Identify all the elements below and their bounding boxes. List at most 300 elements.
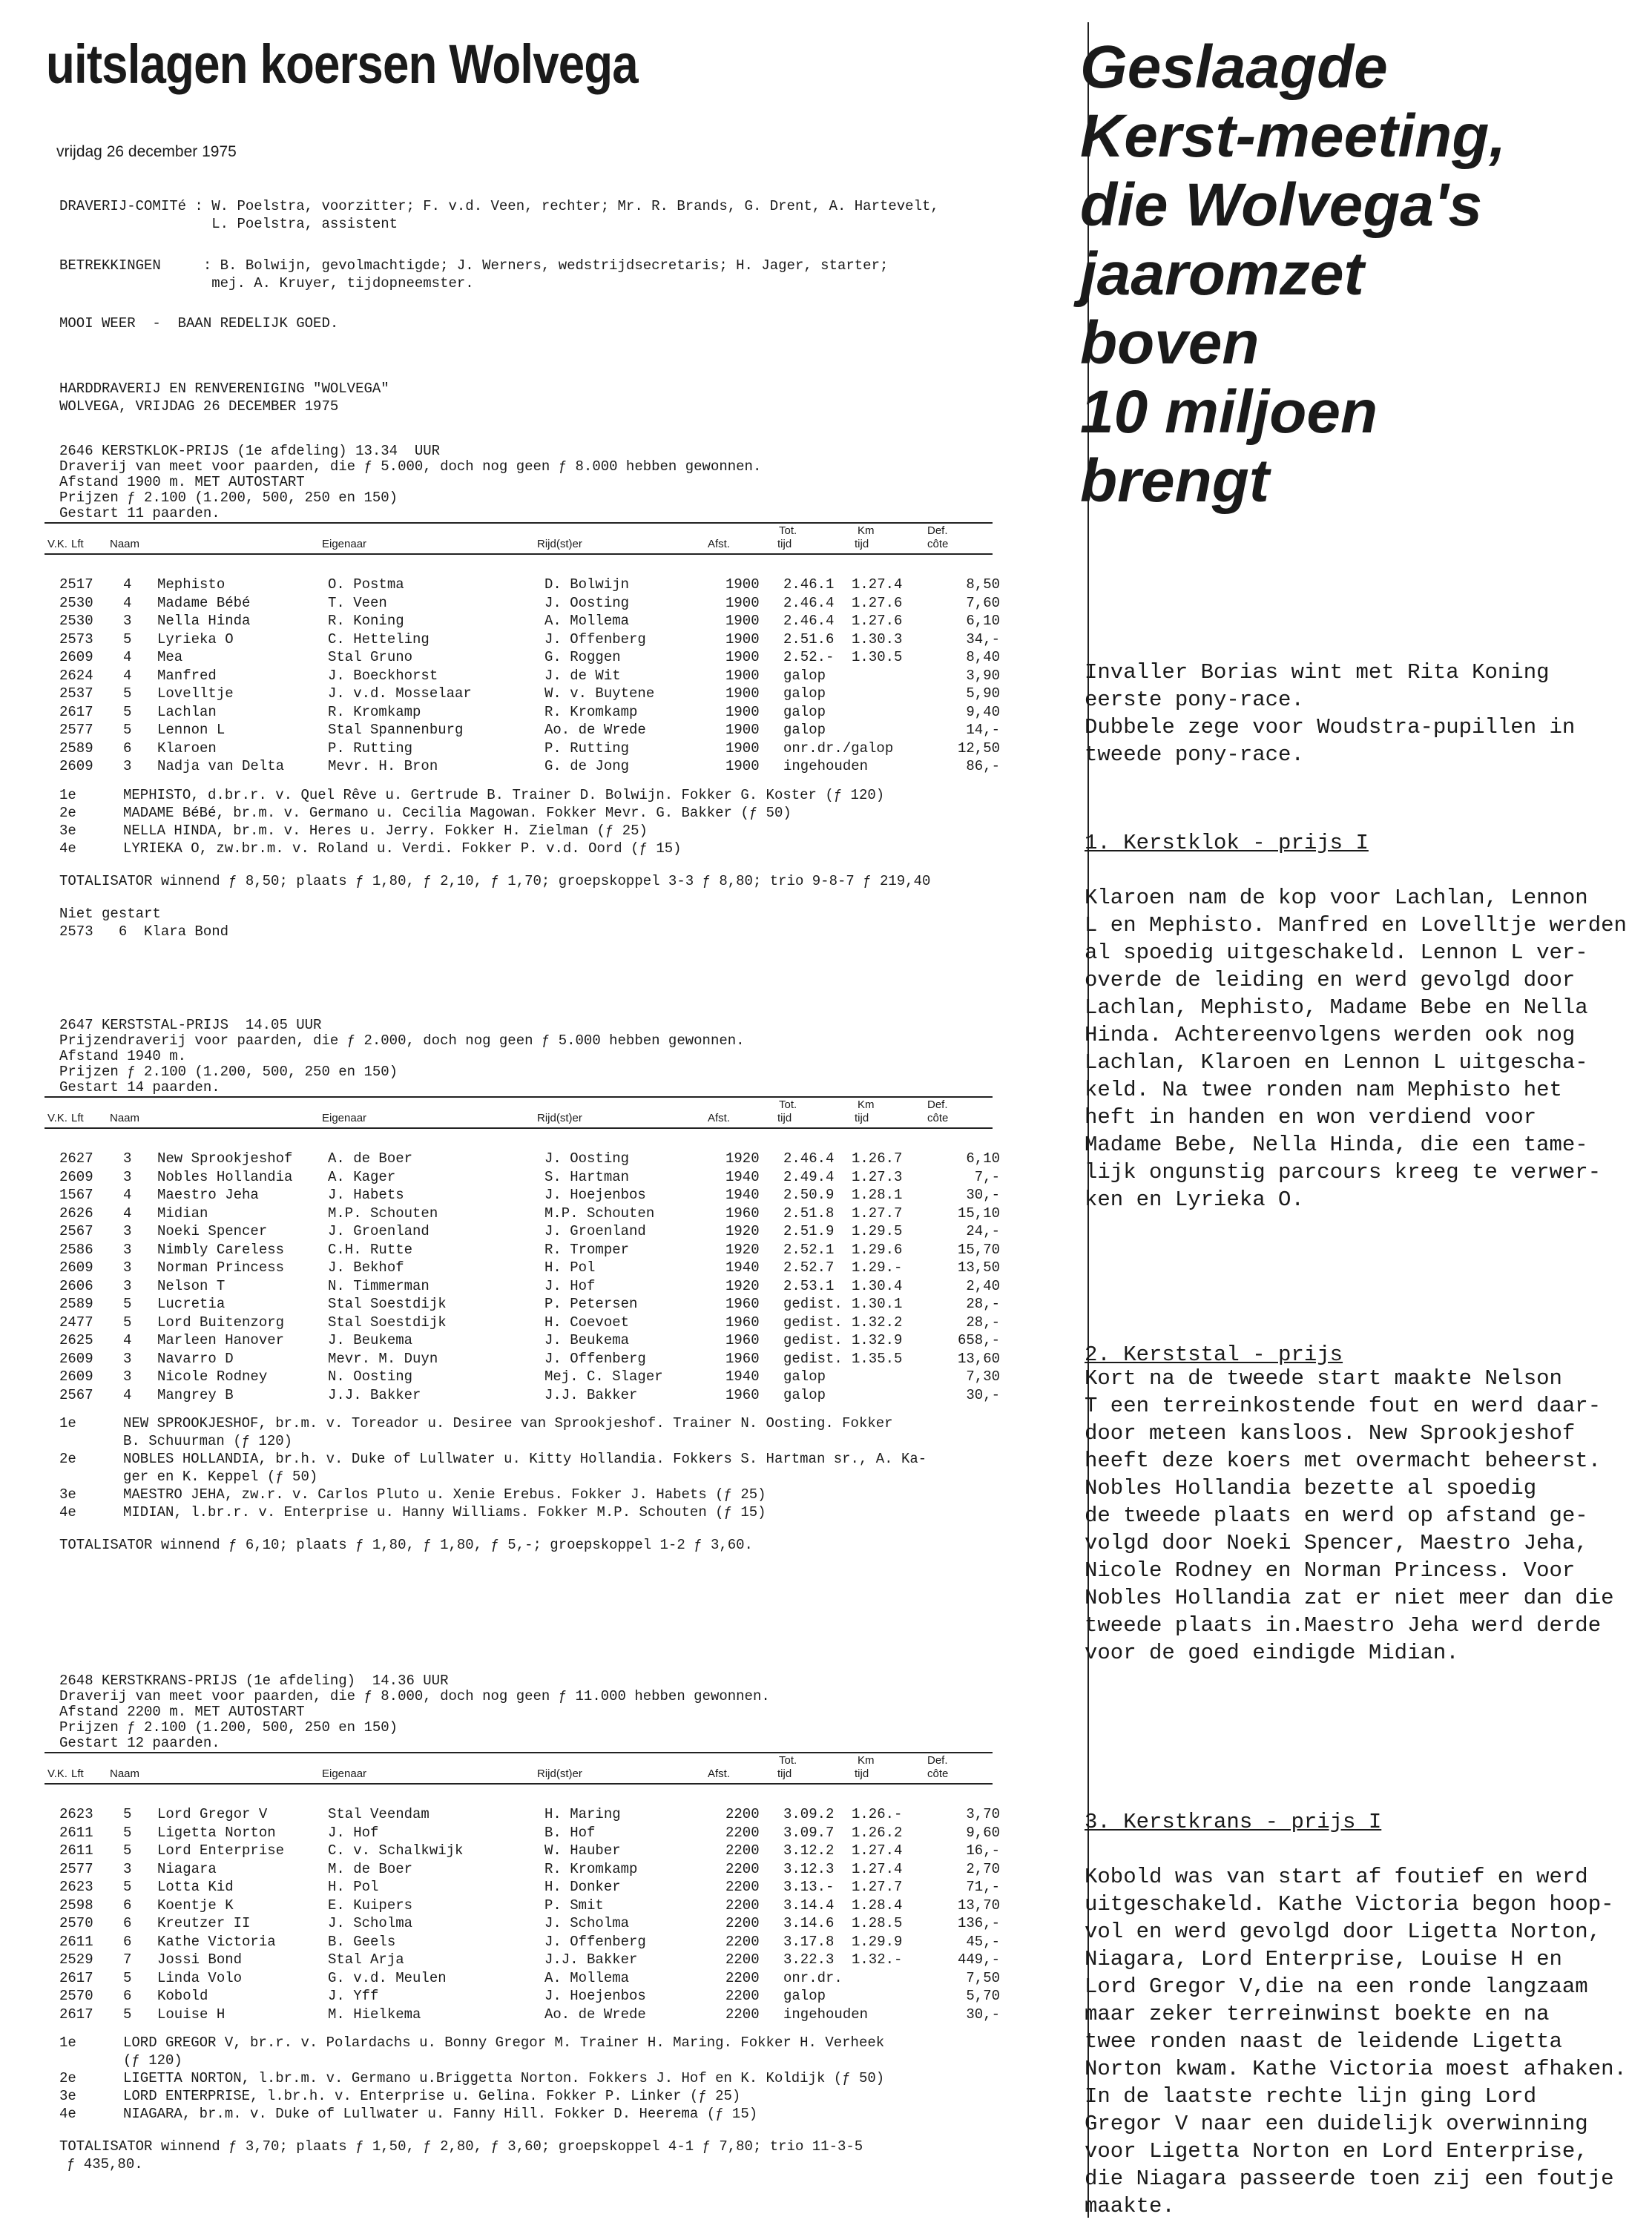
table-cell: 1960: [725, 1296, 760, 1312]
table-cell: J.J. Bakker: [544, 1386, 638, 1403]
placing-rank: 3e: [59, 1486, 76, 1503]
column-header: Afst.: [708, 1767, 731, 1780]
table-row: [46, 1186, 1010, 1204]
weather-line: MOOI WEER - BAAN REDELIJK GOED.: [59, 315, 339, 332]
table-row: [46, 1878, 1010, 1896]
section-line: voor Ligetta Norton en Lord Enterprise,: [1085, 2139, 1588, 2164]
column-header: Def.: [927, 1754, 948, 1767]
table-cell: P. Rutting: [544, 739, 630, 757]
column-header: Lft: [71, 1112, 84, 1124]
table-row: [46, 1277, 1010, 1295]
placing-rank: 4e: [59, 2106, 76, 2122]
table-cell: 1960: [725, 1314, 760, 1331]
table-cell: A. de Boer: [328, 1150, 413, 1167]
table-cell: 1.32.-: [852, 1951, 903, 1968]
table-cell: galop: [783, 685, 826, 702]
table-row: [46, 1933, 1010, 1951]
table-cell: 1900: [725, 722, 760, 738]
table-cell: 136,-: [957, 1915, 1000, 1931]
race-intro-line: 2646 KERSTKLOK-PRIJS (1e afdeling) 13.34 UUR: [59, 443, 441, 459]
table-cell: 3.13.-: [783, 1879, 835, 1895]
table-cell: 34,-: [966, 630, 1000, 648]
table-cell: 71,-: [966, 1879, 1000, 1895]
table-cell: 6: [123, 1897, 132, 1914]
totalisator-line: TOTALISATOR winnend ƒ 6,10; plaats ƒ 1,80, ƒ 1,80, ƒ 5,-; groepskoppel 1-2 ƒ 3,60.: [59, 1537, 753, 1553]
totalisator-line: TOTALISATOR winnend ƒ 3,70; plaats ƒ 1,50, ƒ 2,80, ƒ 3,60; groepskoppel 4-1 ƒ 7,80; trio 11-3-5: [59, 2138, 863, 2155]
table-cell: J. Beukema: [328, 1332, 413, 1348]
race-intro-line: 2647 KERSTSTAL-PRIJS 14.05 UUR: [59, 1017, 322, 1033]
table-cell: 2.50.9: [783, 1187, 835, 1203]
headline-line: 10 miljoen: [1080, 378, 1378, 446]
table-cell: D. Bolwijn: [544, 576, 630, 593]
table-rule-bottom: [45, 1783, 993, 1785]
table-cell: J. Hoejenbos: [544, 1187, 646, 1203]
table-cell: 2.52.-: [783, 649, 835, 665]
table-cell: galop: [783, 667, 826, 684]
table-cell: 8,50: [966, 576, 1000, 593]
table-cell: G. v.d. Meulen: [328, 1969, 447, 1986]
race-intro-line: Afstand 2200 m. MET AUTOSTART: [59, 1704, 305, 1720]
table-row: [46, 1914, 1010, 1932]
table-cell: 2200: [725, 1969, 760, 1986]
table-cell: 1.32.9: [852, 1332, 903, 1348]
placing-text: LYRIEKA O, zw.br.m. v. Roland u. Verdi. Fokker P. v.d. Oord (ƒ 15): [123, 840, 682, 857]
column-header: V.K.: [47, 1767, 68, 1780]
table-cell: 2589: [59, 739, 93, 757]
table-cell: 86,-: [966, 758, 1000, 774]
table-cell: 1940: [725, 1259, 760, 1276]
column-header: côte: [927, 1112, 949, 1124]
table-cell: 2529: [59, 1951, 93, 1968]
table-cell: 2609: [59, 649, 93, 665]
table-cell: Lovelltje: [157, 685, 234, 702]
column-header: Eigenaar: [322, 1767, 367, 1780]
table-row: [46, 1368, 1010, 1385]
table-cell: 1.32.2: [852, 1314, 903, 1331]
table-cell: 4: [123, 1205, 132, 1222]
section-line: ken en Lyrieka O.: [1085, 1187, 1304, 1212]
table-cell: H. Donker: [544, 1879, 621, 1895]
table-cell: 2606: [59, 1277, 93, 1294]
table-cell: Mea: [157, 649, 183, 665]
section-line: maakte.: [1085, 2194, 1175, 2218]
table-cell: R. Kromkamp: [544, 1860, 638, 1877]
table-cell: 9,40: [966, 703, 1000, 720]
section-line: Gregor V naar een duidelijk overwinning: [1085, 2112, 1588, 2136]
table-cell: 2567: [59, 1386, 93, 1403]
table-cell: Lord Buitenzorg: [157, 1314, 285, 1331]
table-cell: 1960: [725, 1205, 760, 1222]
table-cell: Niagara: [157, 1860, 217, 1877]
table-row: [46, 757, 1010, 775]
table-row: [46, 1824, 1010, 1842]
table-cell: 6,10: [966, 613, 1000, 629]
table-row: [46, 1386, 1010, 1404]
column-header: Naam: [110, 538, 140, 550]
table-rule-bottom: [45, 1127, 993, 1129]
table-cell: 5: [123, 1879, 132, 1895]
table-cell: Kreutzer II: [157, 1915, 251, 1931]
table-cell: gedist.: [783, 1350, 843, 1367]
placing-text: LORD GREGOR V, br.r. v. Polardachs u. Bonny Gregor M. Trainer H. Maring. Fokker H. Verheek: [123, 2034, 885, 2051]
officials-line-2: mej. A. Kruyer, tijdopneemster.: [59, 275, 474, 291]
table-cell: 2200: [725, 1933, 760, 1950]
table-cell: H. Coevoet: [544, 1314, 630, 1331]
placing-text: NELLA HINDA, br.m. v. Heres u. Jerry. Fokker H. Zielman (ƒ 25): [123, 822, 648, 839]
table-cell: 4: [123, 649, 132, 665]
table-cell: 5: [123, 722, 132, 738]
table-cell: 1.28.4: [852, 1897, 903, 1914]
totalisator-line: ƒ 435,80.: [67, 2156, 143, 2172]
table-cell: 1.27.6: [852, 594, 903, 611]
table-cell: J. de Wit: [544, 667, 621, 684]
table-row: [46, 685, 1010, 702]
table-cell: 14,-: [966, 722, 1000, 738]
table-cell: 2.52.7: [783, 1259, 835, 1276]
placing-text: NEW SPROOKJESHOF, br.m. v. Toreador u. Desiree van Sprookjeshof. Trainer N. Oosting. Fokker: [123, 1415, 893, 1431]
table-cell: Lord Gregor V: [157, 1806, 268, 1822]
table-cell: 1920: [725, 1241, 760, 1258]
section-line: Hinda. Achtereenvolgens werden ook nog: [1085, 1023, 1576, 1047]
table-cell: 3: [123, 758, 132, 774]
column-header: tijd: [777, 538, 792, 550]
section-line: Kobold was van start af foutief en werd: [1085, 1865, 1588, 1889]
table-cell: gedist.: [783, 1296, 843, 1312]
placing-rank: 4e: [59, 840, 76, 857]
table-cell: 5: [123, 703, 132, 720]
table-cell: ingehouden: [783, 2006, 869, 2023]
table-cell: Navarro D: [157, 1350, 234, 1367]
table-cell: 2609: [59, 1350, 93, 1367]
table-cell: Mephisto: [157, 576, 226, 593]
not-started-line: 2573 6 Klara Bond: [59, 923, 229, 940]
placing-text: LORD ENTERPRISE, l.br.h. v. Enterprise u. Gelina. Fokker P. Linker (ƒ 25): [123, 2088, 741, 2104]
table-cell: 2609: [59, 758, 93, 774]
column-header: Naam: [110, 1112, 140, 1124]
table-cell: 30,-: [966, 2006, 1000, 2023]
table-row: [46, 1205, 1010, 1222]
section-body: [1085, 1863, 1633, 2220]
table-cell: M.P. Schouten: [544, 1205, 655, 1222]
table-cell: 1900: [725, 685, 760, 702]
table-cell: 1920: [725, 1223, 760, 1239]
table-cell: 5,90: [966, 685, 1000, 702]
table-cell: 2.46.1: [783, 576, 835, 593]
table-cell: 1.27.7: [852, 1879, 903, 1895]
table-cell: Mevr. H. Bron: [328, 758, 438, 774]
table-cell: 3: [123, 1241, 132, 1258]
headline-line: brengt: [1080, 447, 1270, 515]
table-cell: 3: [123, 1350, 132, 1367]
column-header: Eigenaar: [322, 538, 367, 550]
column-header: Tot.: [779, 524, 797, 537]
table-cell: J. Habets: [328, 1187, 404, 1203]
race-intro-line: Gestart 11 paarden.: [59, 505, 220, 521]
table-cell: 3: [123, 1860, 132, 1877]
placing-rank: 3e: [59, 822, 76, 839]
table-cell: 1.29.5: [852, 1223, 903, 1239]
table-cell: Nicole Rodney: [157, 1368, 268, 1385]
headline-line: Geslaagde: [1080, 33, 1388, 101]
table-cell: G. Roggen: [544, 649, 621, 665]
table-cell: 2537: [59, 685, 93, 702]
table-cell: 2624: [59, 667, 93, 684]
table-cell: P. Smit: [544, 1897, 604, 1914]
table-cell: 1.30.5: [852, 649, 903, 665]
table-cell: 6: [123, 1988, 132, 2004]
table-row: [46, 1969, 1010, 1987]
table-cell: Kobold: [157, 1988, 208, 2004]
section-line: Norton kwam. Kathe Victoria moest afhaken.: [1085, 2057, 1627, 2081]
table-cell: 7,50: [966, 1969, 1000, 1986]
placing-text: MIDIAN, l.br.r. v. Enterprise u. Hanny Williams. Fokker M.P. Schouten (ƒ 15): [123, 1504, 766, 1520]
table-cell: 13,70: [957, 1897, 1000, 1914]
table-cell: M. de Boer: [328, 1860, 413, 1877]
table-cell: Madame Bébé: [157, 594, 251, 611]
section-line: maar zeker terreinwinst boekte en na: [1085, 2002, 1550, 2026]
column-header: V.K.: [47, 1112, 68, 1124]
section-line: Lachlan, Mephisto, Madame Bebe en Nella: [1085, 995, 1588, 1020]
table-cell: Nella Hinda: [157, 613, 251, 629]
table-cell: 3.14.4: [783, 1897, 835, 1914]
table-cell: J. Hof: [544, 1277, 596, 1294]
table-cell: Mangrey B: [157, 1386, 234, 1403]
table-cell: 3.22.3: [783, 1951, 835, 1968]
table-cell: E. Kuipers: [328, 1897, 413, 1914]
column-header: V.K.: [47, 538, 68, 550]
column-header: Afst.: [708, 538, 731, 550]
table-cell: 1.26.7: [852, 1150, 903, 1167]
table-cell: J. Offenberg: [544, 1933, 646, 1950]
subhead-line: Dubbele zege voor Woudstra-pupillen in: [1085, 715, 1576, 739]
table-cell: 2.51.6: [783, 630, 835, 648]
table-row: [46, 630, 1010, 648]
table-cell: 2,40: [966, 1277, 1000, 1294]
table-cell: Nelson T: [157, 1277, 226, 1294]
race-intro-line: Prijzen ƒ 2.100 (1.200, 500, 250 en 150): [59, 490, 398, 506]
table-cell: Nobles Hollandia: [157, 1168, 293, 1185]
table-row: [46, 1150, 1010, 1167]
table-cell: 2609: [59, 1259, 93, 1276]
table-row: [46, 721, 1010, 739]
committee-line-2: L. Poelstra, assistent: [59, 216, 398, 232]
column-header: tijd: [855, 1767, 869, 1780]
subhead-line: Invaller Borias wint met Rita Koning: [1085, 660, 1550, 685]
table-cell: ingehouden: [783, 758, 869, 774]
table-cell: 449,-: [957, 1951, 1000, 1968]
headline-line: Kerst-meeting,: [1080, 102, 1507, 170]
table-row: [46, 1331, 1010, 1349]
table-cell: 15,10: [957, 1205, 1000, 1222]
section-line: uitgeschakeld. Kathe Victoria begon hoop-: [1085, 1892, 1614, 1917]
table-cell: galop: [783, 703, 826, 720]
table-cell: A. Kager: [328, 1168, 396, 1185]
table-cell: 1.26.-: [852, 1806, 903, 1822]
table-cell: J. Groenland: [328, 1223, 430, 1239]
table-cell: 2617: [59, 1969, 93, 1986]
table-cell: 2627: [59, 1150, 93, 1167]
race-intro-line: Afstand 1940 m.: [59, 1048, 187, 1064]
placing-rank: 2e: [59, 1451, 76, 1467]
placing-text: MADAME BéBé, br.m. v. Germano u. Cecilia Magowan. Fokker Mevr. G. Bakker (ƒ 50): [123, 804, 792, 821]
table-cell: Ao. de Wrede: [544, 2006, 646, 2023]
table-cell: 1900: [725, 703, 760, 720]
section-line: die Niagara passeerde toen zij een foutje: [1085, 2167, 1614, 2191]
table-cell: 2577: [59, 1860, 93, 1877]
placing-rank: 4e: [59, 1504, 76, 1520]
table-cell: 45,-: [966, 1933, 1000, 1950]
table-cell: R. Tromper: [544, 1241, 630, 1258]
race-intro-line: Gestart 12 paarden.: [59, 1735, 220, 1751]
table-cell: Stal Soestdijk: [328, 1314, 447, 1331]
section-line: Madame Bebe, Nella Hinda, die een tame-: [1085, 1133, 1588, 1157]
table-cell: J.J. Bakker: [328, 1386, 421, 1403]
table-cell: 2517: [59, 576, 93, 593]
table-cell: 2200: [725, 1860, 760, 1877]
table-cell: 2,70: [966, 1860, 1000, 1877]
column-header: côte: [927, 538, 949, 550]
table-cell: 2611: [59, 1933, 93, 1950]
meeting-date: vrijdag 26 december 1975: [56, 143, 237, 160]
table-row: [46, 1222, 1010, 1240]
table-cell: 2200: [725, 2006, 760, 2023]
section-line: twee ronden naast de leidende Ligetta: [1085, 2029, 1562, 2054]
section-line: Lord Gregor V,die na een ronde langzaam: [1085, 1974, 1588, 1999]
table-cell: 5: [123, 685, 132, 702]
table-cell: 30,-: [966, 1386, 1000, 1403]
officials-line-1: BETREKKINGEN : B. Bolwijn, gevolmachtigde; J. Werners, wedstrijdsecretaris; H. Jager, starter;: [59, 257, 889, 274]
race-intro-line: Gestart 14 paarden.: [59, 1079, 220, 1095]
column-header: Tot.: [779, 1098, 797, 1111]
table-cell: galop: [783, 1988, 826, 2004]
column-header: tijd: [855, 1112, 869, 1124]
table-cell: 4: [123, 576, 132, 593]
table-row: [46, 594, 1010, 612]
table-cell: 2.52.1: [783, 1241, 835, 1258]
table-cell: 5,70: [966, 1988, 1000, 2004]
table-cell: 2617: [59, 2006, 93, 2023]
table-cell: Linda Volo: [157, 1969, 243, 1986]
table-cell: 3: [123, 613, 132, 629]
table-cell: 2573: [59, 630, 93, 648]
table-cell: Marleen Hanover: [157, 1332, 285, 1348]
table-cell: galop: [783, 1368, 826, 1385]
race-intro-line: Draverij van meet voor paarden, die ƒ 8.000, doch nog geen ƒ 11.000 hebben gewonnen.: [59, 1688, 770, 1704]
section-line: Lachlan, Klaroen en Lennon L uitgescha-: [1085, 1050, 1588, 1075]
table-cell: 2598: [59, 1897, 93, 1914]
table-cell: Midian: [157, 1205, 208, 1222]
section-line: al spoedig uitgeschakeld. Lennon L ver-: [1085, 940, 1588, 965]
column-header: Afst.: [708, 1112, 731, 1124]
table-cell: J. Offenberg: [544, 1350, 646, 1367]
table-cell: P. Petersen: [544, 1296, 638, 1312]
table-cell: M. Hielkema: [328, 2006, 421, 2023]
table-cell: Mej. C. Slager: [544, 1368, 663, 1385]
placing-text: B. Schuurman (ƒ 120): [123, 1433, 293, 1449]
table-row: [46, 739, 1010, 757]
table-cell: 16,-: [966, 1842, 1000, 1859]
table-cell: 1920: [725, 1150, 760, 1167]
table-cell: 2200: [725, 1879, 760, 1895]
table-cell: 1.26.2: [852, 1824, 903, 1841]
section-line: lijk ongunstig parcours kreeg te verwer-: [1085, 1160, 1602, 1184]
table-cell: Ligetta Norton: [157, 1824, 276, 1841]
section-title: 1. Kerstklok - prijs I: [1085, 831, 1369, 855]
table-cell: 2623: [59, 1806, 93, 1822]
table-cell: 2.49.4: [783, 1168, 835, 1185]
table-row: [46, 1168, 1010, 1186]
table-cell: C.H. Rutte: [328, 1241, 413, 1258]
table-cell: 1920: [725, 1277, 760, 1294]
section-line: tweede plaats in.Maestro Jeha werd derde: [1085, 1613, 1602, 1638]
article-headline: [1080, 33, 1644, 515]
table-cell: Norman Princess: [157, 1259, 285, 1276]
club-name: HARDDRAVERIJ EN RENVERENIGING "WOLVEGA": [59, 380, 389, 397]
table-rule-bottom: [45, 553, 993, 555]
section-body: [1085, 884, 1633, 1213]
section-line: overde de leiding en werd gevolgd door: [1085, 968, 1576, 992]
table-cell: Stal Soestdijk: [328, 1296, 447, 1312]
table-row: [46, 648, 1010, 666]
table-cell: Lotta Kid: [157, 1879, 234, 1895]
table-cell: 1940: [725, 1168, 760, 1185]
table-cell: J. Scholma: [544, 1915, 630, 1931]
placing-text: MEPHISTO, d.br.r. v. Quel Rêve u. Gertrude B. Trainer D. Bolwijn. Fokker G. Koster (ƒ 120): [123, 786, 885, 803]
column-header: côte: [927, 1767, 949, 1780]
table-cell: 5: [123, 1314, 132, 1331]
table-cell: 2200: [725, 1897, 760, 1914]
table-cell: W. v. Buytene: [544, 685, 655, 702]
table-cell: 2.51.9: [783, 1223, 835, 1239]
table-cell: 1960: [725, 1350, 760, 1367]
column-header: Km: [858, 1098, 875, 1111]
placing-rank: 3e: [59, 2088, 76, 2104]
table-cell: 2611: [59, 1824, 93, 1841]
headline-line: boven: [1080, 309, 1260, 377]
table-cell: T. Veen: [328, 594, 387, 611]
table-cell: 6: [123, 1933, 132, 1950]
table-cell: onr.dr./galop: [783, 739, 894, 757]
table-cell: Jossi Bond: [157, 1951, 243, 1968]
placing-rank: 1e: [59, 786, 76, 803]
table-cell: J. Groenland: [544, 1223, 646, 1239]
table-cell: 1900: [725, 613, 760, 629]
table-cell: Stal Veendam: [328, 1806, 430, 1822]
table-cell: 3.12.3: [783, 1860, 835, 1877]
table-cell: R. Kromkamp: [328, 703, 421, 720]
table-cell: Lord Enterprise: [157, 1842, 285, 1859]
table-row: [46, 1295, 1010, 1313]
table-cell: galop: [783, 722, 826, 738]
section-line: vol en werd gevolgd door Ligetta Norton,: [1085, 1920, 1602, 1944]
table-cell: gedist.: [783, 1332, 843, 1348]
race-intro-line: Prijzen ƒ 2.100 (1.200, 500, 250 en 150): [59, 1719, 398, 1736]
table-cell: H. Pol: [544, 1259, 596, 1276]
table-cell: Lennon L: [157, 722, 226, 738]
column-header: Km: [858, 524, 875, 537]
section-line: T een terreinkostende fout en werd daar-: [1085, 1394, 1602, 1418]
table-row: [46, 1350, 1010, 1368]
table-cell: 1567: [59, 1187, 93, 1203]
table-cell: 2.53.1: [783, 1277, 835, 1294]
section-line: Niagara, Lord Enterprise, Louise H en: [1085, 1947, 1562, 1971]
section-line: keld. Na twee ronden nam Mephisto het: [1085, 1078, 1562, 1102]
table-cell: 3: [123, 1259, 132, 1276]
section-line: Nobles Hollandia bezette al spoedig: [1085, 1476, 1537, 1500]
table-cell: 12,50: [957, 739, 1000, 757]
table-cell: Koentje K: [157, 1897, 234, 1914]
table-row: [46, 1314, 1010, 1331]
